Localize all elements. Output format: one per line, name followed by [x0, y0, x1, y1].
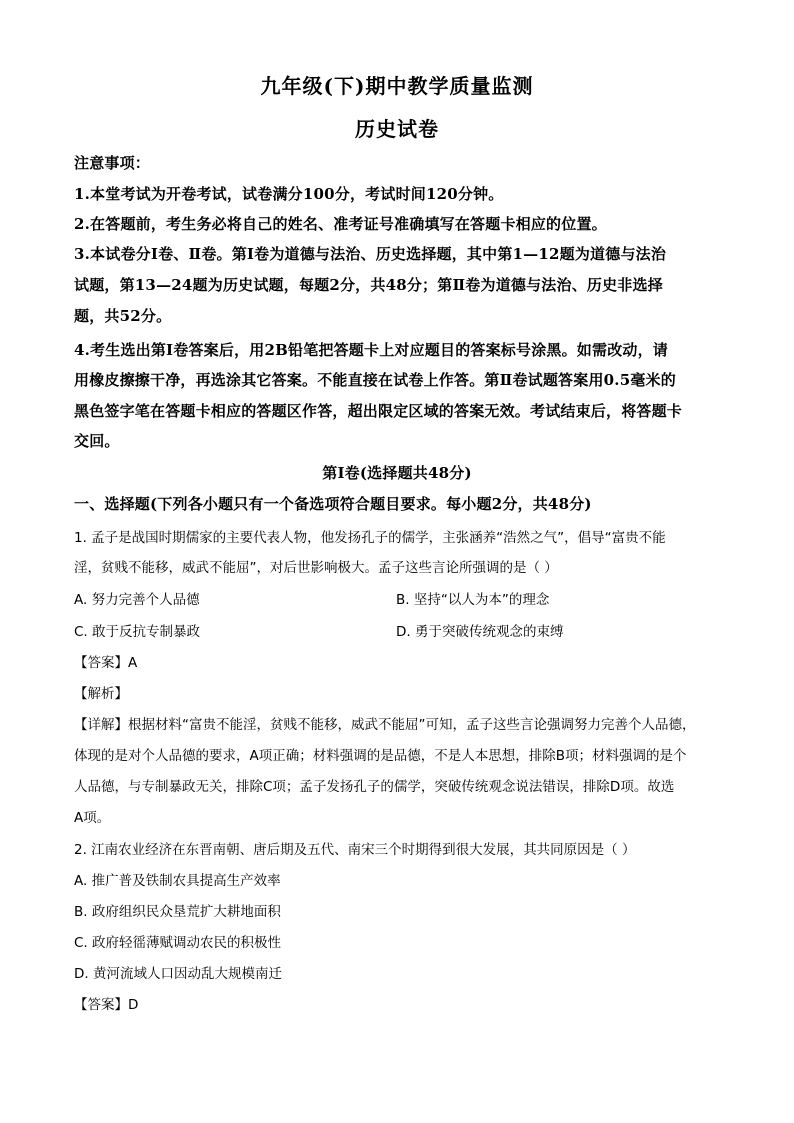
notice-line: 题，共52分。 [74, 307, 172, 325]
question-1-detail: 【详解】根据材料“富贵不能淫，贫贱不能移，威武不能屈”可知，孟子这些言论强调努力完善个人品德， [74, 717, 696, 733]
question-1-option-d: D. 勇于突破传统观念的束缚 [396, 624, 564, 640]
question-2-stem: 2. 江南农业经济在东晋南朝、唐后期及五代、南宋三个时期得到很大发展，其共同原因是（ ） [74, 842, 636, 858]
notice-line: 1.本堂考试为开卷考试，试卷满分100分，考试时间120分钟。 [74, 185, 504, 203]
notice-line: 试题，第13—24题为历史试题，每题2分，共48分；第Ⅱ卷为道德与法治、历史非选择 [74, 276, 663, 294]
question-2-option-b: B. 政府组织民众垦荒扩大耕地面积 [74, 904, 281, 920]
notice-line: 3.本试卷分Ⅰ卷、Ⅱ卷。第Ⅰ卷为道德与法治、历史选择题，其中第1—12题为道德与法治 [74, 245, 667, 263]
exam-title: 九年级(下)期中教学质量监测 [260, 74, 534, 98]
notice-line: 用橡皮擦擦干净，再选涂其它答案。不能直接在试卷上作答。第Ⅱ卷试题答案用0.5毫米的 [74, 371, 676, 389]
question-1-detail: A项。 [74, 810, 111, 826]
notice-line: 4.考生选出第Ⅰ卷答案后，用2B铅笔把答题卡上对应题目的答案标号涂黑。如需改动，请 [74, 341, 668, 359]
question-1-stem: 1. 孟子是战国时期儒家的主要代表人物，他发扬孔子的儒学，主张涵养“浩然之气”，倡导“富贵不能 [74, 530, 666, 546]
question-2-answer: 【答案】D [74, 997, 139, 1013]
notice-line: 黑色签字笔在答题卡相应的答题区作答，超出限定区域的答案无效。考试结束后，将答题卡 [74, 402, 683, 420]
question-1-detail: 人品德，与专制暴政无关，排除C项；孟子发扬孔子的儒学，突破传统观念说法错误，排除D项。故选 [74, 779, 675, 795]
section-part-heading: 一、选择题(下列各小题只有一个备选项符合题目要求。每小题2分，共48分) [74, 495, 592, 513]
question-1-analysis-label: 【解析】 [74, 686, 128, 702]
question-2-option-c: C. 政府轻徭薄赋调动农民的积极性 [74, 935, 282, 951]
question-2-option-d: D. 黄河流域人口因动乱大规模南迁 [74, 966, 282, 982]
question-1-stem: 淫，贫贱不能移，威武不能屈”，对后世影响极大。孟子这些言论所强调的是（ ） [74, 560, 558, 576]
question-1-option-c: C. 敢于反抗专制暴政 [74, 624, 201, 640]
notice-line: 2.在答题前，考生务必将自己的姓名、准考证号准确填写在答题卡相应的位置。 [74, 215, 607, 233]
question-1-option-a: A. 努力完善个人品德 [74, 592, 200, 608]
exam-subtitle: 历史试卷 [355, 117, 439, 141]
question-2-option-a: A. 推广普及铁制农具提高生产效率 [74, 873, 281, 889]
question-1-option-b: B. 坚持“以人为本”的理念 [396, 592, 550, 608]
section-title: 第Ⅰ卷(选择题共48分) [322, 464, 472, 482]
question-1-answer: 【答案】A [74, 655, 138, 671]
notice-line: 交回。 [74, 432, 120, 450]
question-1-detail: 体现的是对个人品德的要求，A项正确；材料强调的是品德，不是人本思想，排除B项；材料强调的是个 [74, 748, 687, 764]
notice-heading: 注意事项： [74, 154, 151, 172]
